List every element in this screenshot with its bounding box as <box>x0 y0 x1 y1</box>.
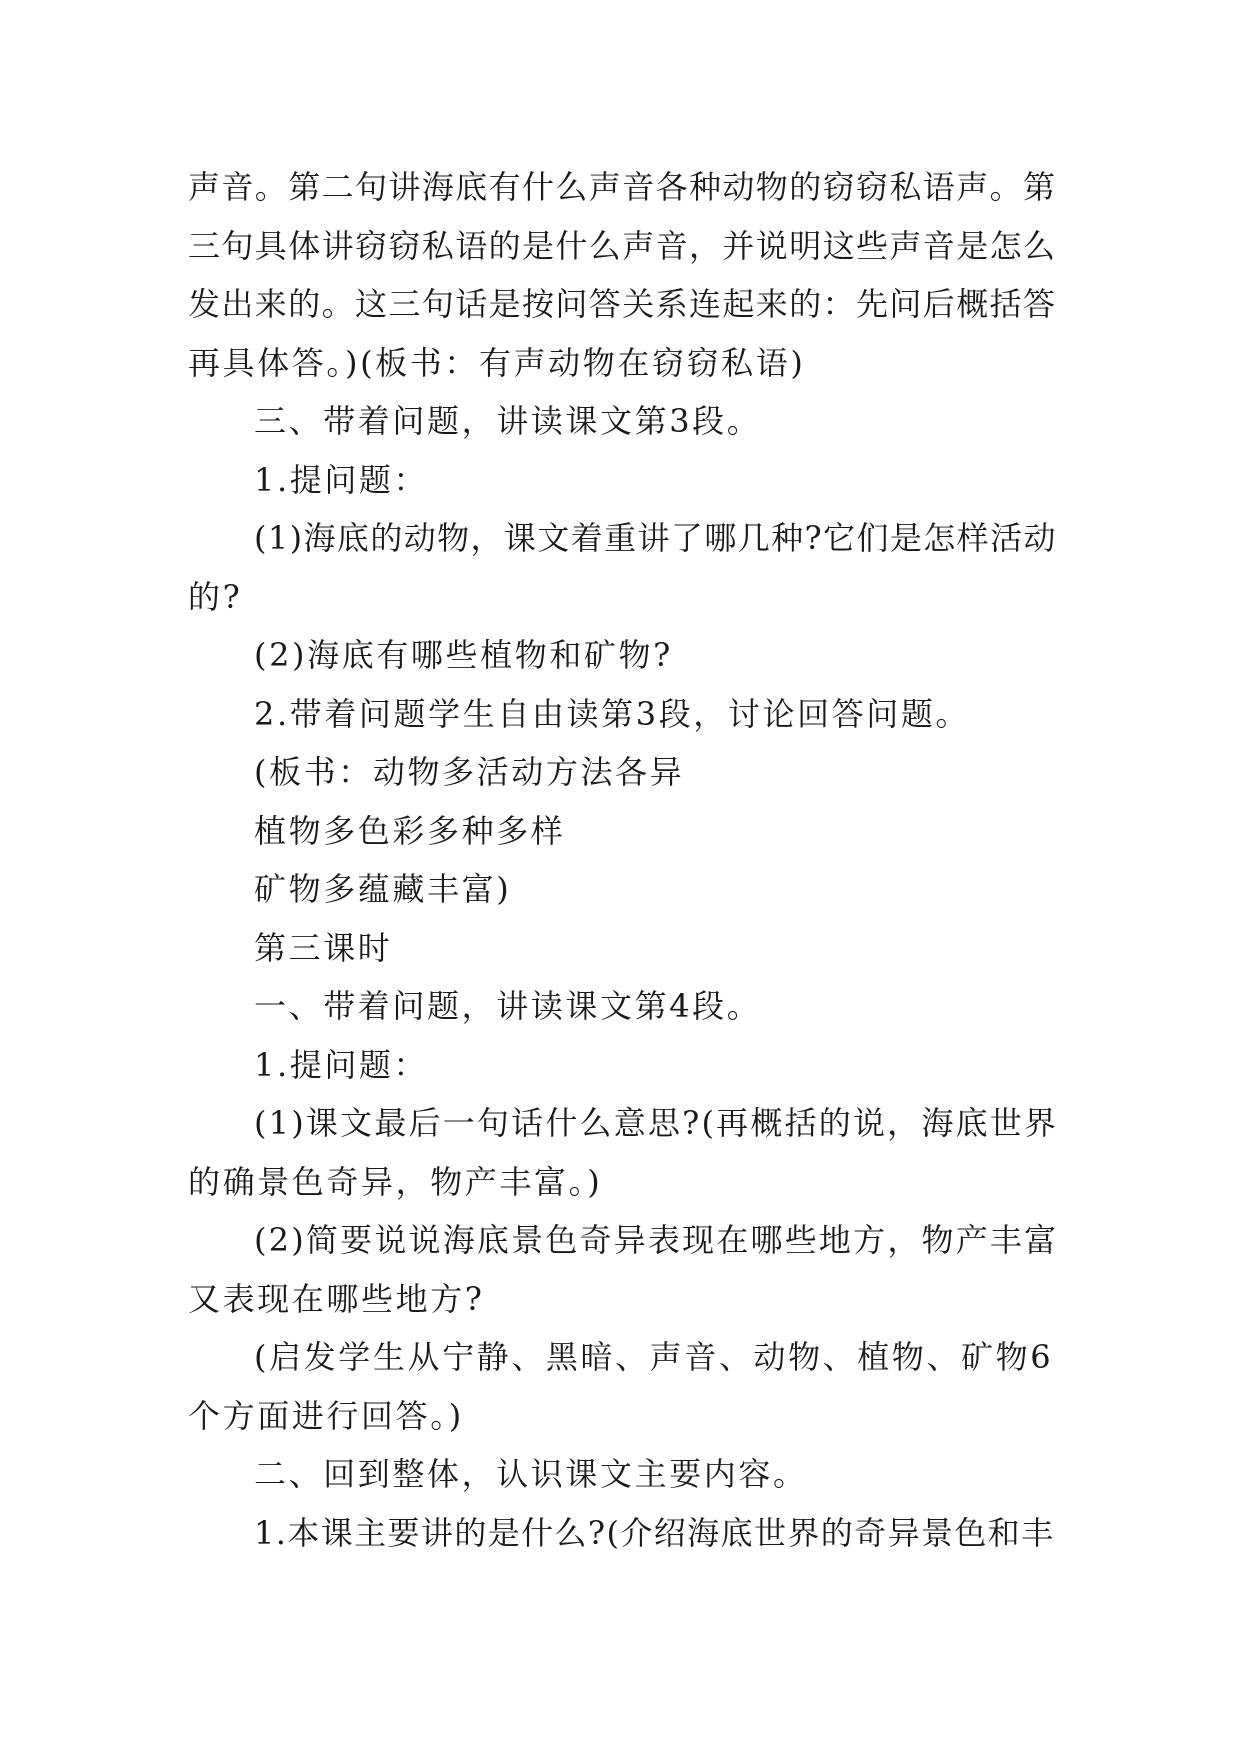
text-line: (启发学生从宁静、黑暗、声音、动物、植物、矿物6 <box>254 1338 1054 1376</box>
text-line: 发出来的。这三句话是按问答关系连起来的：先问后概括答 <box>188 285 1057 323</box>
text-line: 又表现在哪些地方? <box>188 1279 485 1318</box>
text-line: 矿物多蕴藏丰富) <box>254 870 512 908</box>
text-line: (1)海底的动物，课文着重讲了哪几种?它们是怎样活动 <box>254 519 1057 557</box>
text-line: 2.带着问题学生自由读第3段，讨论回答问题。 <box>254 694 971 733</box>
text-line: 1.本课主要讲的是什么?(介绍海底世界的奇异景色和丰 <box>254 1513 1055 1552</box>
text-line: 1.提问题： <box>254 1045 429 1084</box>
text-line: 的确景色奇异，物产丰富。) <box>188 1162 603 1201</box>
text-line: (板书：动物多活动方法各异 <box>254 753 685 791</box>
section-heading: 一、带着问题，讲读课文第4段。 <box>254 987 762 1025</box>
section-heading: 第三课时 <box>254 928 393 967</box>
text-line: 声音。第二句讲海底有什么声音各种动物的窃窃私语声。第 <box>188 168 1057 206</box>
text-line: 1.提问题： <box>254 460 429 499</box>
text-line: 再具体答。)(板书：有声动物在窃窃私语) <box>188 343 806 382</box>
text-line: 个方面进行回答。) <box>188 1396 464 1435</box>
text-line: 植物多色彩多种多样 <box>254 811 566 850</box>
text-line: (1)课文最后一句话什么意思?(再概括的说，海底世界 <box>254 1104 1059 1142</box>
text-line: 三句具体讲窃窃私语的是什么声音，并说明这些声音是怎么 <box>188 226 1057 265</box>
section-heading: 三、带着问题，讲读课文第3段。 <box>254 402 762 440</box>
document-body <box>188 158 1058 1562</box>
section-heading: 二、回到整体，认识课文主要内容。 <box>254 1455 808 1493</box>
text-line: 的? <box>188 577 243 616</box>
text-line: (2)海底有哪些植物和矿物? <box>254 636 673 674</box>
text-line: (2)简要说说海底景色奇异表现在哪些地方，物产丰富 <box>254 1221 1059 1259</box>
